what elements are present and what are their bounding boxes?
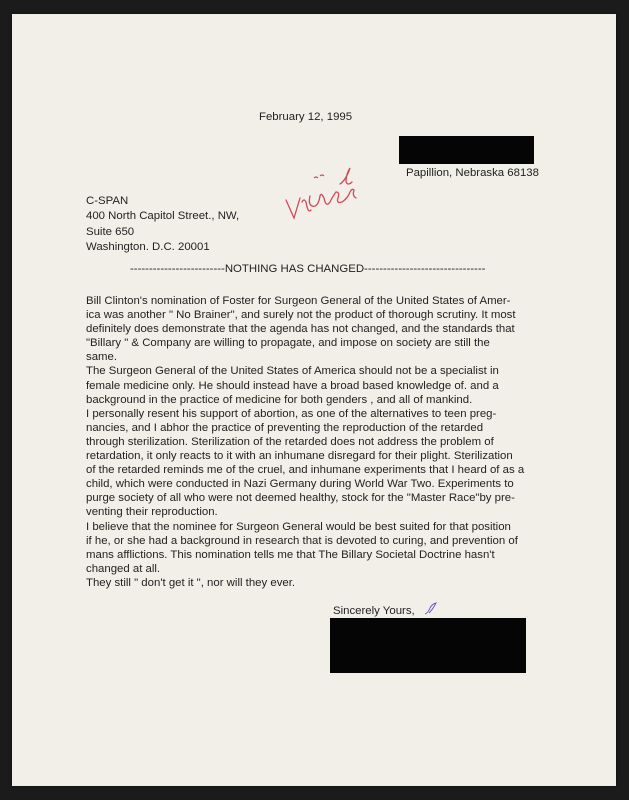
body-line: definitely does demonstrate that the agenda has not changed, and the standards that <box>86 323 515 336</box>
recipient-line: C-SPAN <box>86 195 129 207</box>
body-line: "Billary " & Company are willing to propagate, and impose on society are still the <box>86 337 490 350</box>
letter-closing: Sincerely Yours, <box>333 605 415 617</box>
redacted-signature <box>330 618 526 673</box>
letter-page <box>12 14 616 786</box>
body-line: The Surgeon General of the United States of America should not be a specialist in <box>86 365 499 378</box>
redacted-sender-address <box>399 136 534 164</box>
body-line: if he, or she had a background in research that is devoted to curing, and prevention of <box>86 534 518 547</box>
sender-city: Papillion, Nebraska 68138 <box>406 167 539 179</box>
recipient-line: Suite 650 <box>86 225 135 238</box>
body-line: I personally resent his support of abortion, as one of the alternatives to teen preg- <box>86 407 497 420</box>
recipient-address <box>86 194 239 256</box>
recipient-line: Washington. D.C. 20001 <box>86 241 210 254</box>
body-line: ica was another " No Brainer", and surely not the product of thorough scrutiny. It most <box>86 309 516 322</box>
body-line: retardation, it only reacts to it with an inhumane disregard for their plight. Sterilization <box>86 450 513 463</box>
body-line: changed at all. <box>86 562 161 575</box>
body-line: background in the practice of medicine for both genders , and all of mankind. <box>86 393 473 406</box>
body-line: Bill Clinton's nomination of Foster for Surgeon General of the United States of Amer- <box>86 295 511 307</box>
letter-date: February 12, 1995 <box>259 111 353 123</box>
body-line: of the retarded reminds me of the cruel, and inhumane experiments that I heard of as a <box>86 464 525 477</box>
handwritten-annotation <box>280 160 370 220</box>
body-line: nancies, and I abhor the practice of preventing the reproduction of the retarded <box>86 421 484 434</box>
body-line: They still " don't get it ", nor will they ever. <box>86 576 296 589</box>
body-line: mans afflictions. This nomination tells me that The Billary Societal Doctrine hasn't <box>86 548 495 561</box>
body-line: I believe that the nominee for Surgeon General would be best suited for that position <box>86 520 511 533</box>
letter-subject: -------------------------NOTHING HAS CHANGED-------------------------------- <box>130 263 486 275</box>
body-line: venting their reproduction. <box>86 506 218 519</box>
letter-body <box>86 294 556 590</box>
body-line: child, which were conducted in Nazi Germany during World War Two. Experiments to <box>86 478 514 491</box>
body-line: female medicine only. He should instead have a broad based knowledge of. and a <box>86 379 499 392</box>
body-line: same. <box>86 351 118 364</box>
body-line: purge society of all who were not deemed healthy, stock for the "Master Race"by pre- <box>86 492 515 505</box>
recipient-line: 400 North Capitol Street., NW, <box>86 210 240 223</box>
pen-mark-icon <box>424 602 438 616</box>
body-line: through sterilization. Sterilization of the retarded does not address the problem of <box>86 435 494 448</box>
